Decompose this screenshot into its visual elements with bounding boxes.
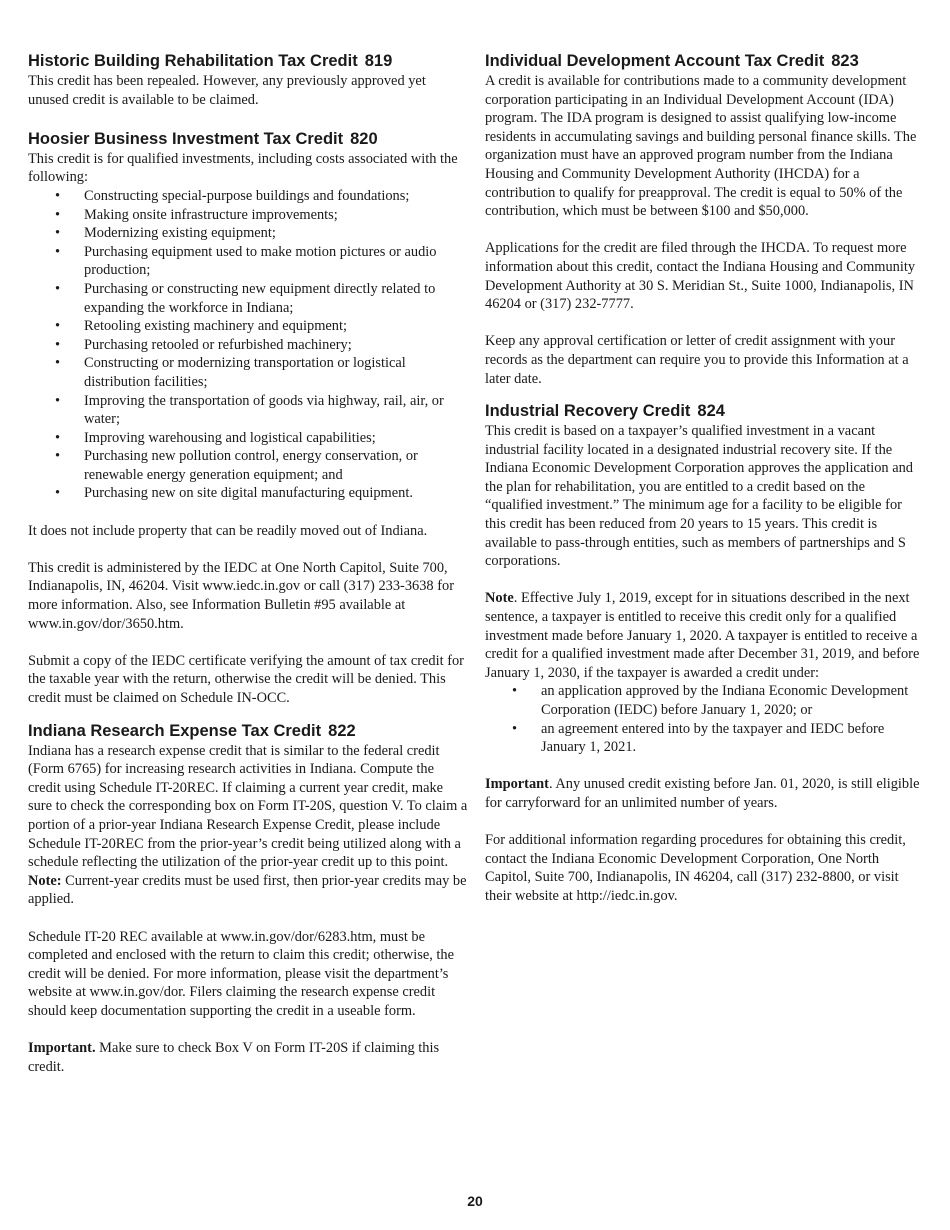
list-item: • Constructing or modernizing transportation or logistical distribution facilities;: [28, 354, 468, 391]
section-822-schedule: Schedule IT-20 REC available at www.in.gov/dor/6283.htm, must be completed and enclosed with the return to claim this credit; otherwise, the credit will be denied. For more information, please visit the department’s website at www.in.gov/dor. Filers claiming the research expense credit should keep documentation supporting the credit in a useable form.: [28, 928, 454, 1019]
page-number: 20: [467, 1193, 483, 1209]
list-item: • Modernizing existing equipment;: [28, 224, 468, 243]
section-819-code: 819: [364, 52, 393, 70]
section-823: [485, 50, 925, 388]
section-822-heading: [28, 720, 468, 742]
section-824-list: [485, 682, 925, 756]
note-label: Note: [485, 590, 514, 607]
list-item: • an agreement entered into by the taxpayer and IEDC before January 1, 2021.: [485, 720, 925, 757]
section-820-intro: This credit is for qualified investments, including costs associated with the following:: [28, 150, 458, 186]
list-item: • an application approved by the Indiana Economic Development Corporation (IEDC) before January 1, 2020; or: [485, 682, 925, 719]
section-820-exclusion: It does not include property that can be readily moved out of Indiana.: [28, 522, 428, 539]
section-820-heading: [28, 128, 468, 150]
section-822-title: Indiana Research Expense Tax Credit: [28, 721, 322, 740]
note-label: Note:: [28, 872, 62, 889]
section-822-code: 822: [328, 721, 356, 740]
section-823-code: 823: [831, 52, 859, 70]
section-824-important: Important. Any unused credit existing before Jan. 01, 2020, is still eligible for carryforward for an unlimited number of years.: [485, 776, 920, 811]
right-column: [485, 50, 925, 906]
list-item: • Making onsite infrastructure improvements;: [28, 206, 468, 225]
section-823-heading: [485, 50, 925, 72]
section-823-applications: Applications for the credit are filed through the IHCDA. To request more information about this credit, contact the Indiana Housing and Community Development Authority at 30 S. Meridian St., Suite 1000, Indianapolis, IN 46204 or (317) 232-7777.: [485, 240, 916, 313]
list-item: • Purchasing retooled or refurbished machinery;: [28, 336, 468, 355]
section-824: [485, 400, 925, 905]
section-819-text: This credit has been repealed. However, any previously approved yet unused credit is available to be claimed.: [28, 73, 426, 108]
list-item: • Improving warehousing and logistical capabilities;: [28, 429, 468, 448]
section-820-admin: This credit is administered by the IEDC at One North Capitol, Suite 700, Indianapolis, IN, 46204. Visit www.iedc.in.gov or call (317) 233-3638 for more information. Also, see Information Bulletin #95 available at www.in.gov/dor/3650.htm.: [28, 559, 454, 632]
section-824-title: Industrial Recovery Credit: [485, 402, 691, 421]
section-819: [28, 50, 468, 109]
section-824-heading: [485, 400, 925, 422]
section-820-code: 820: [350, 129, 378, 148]
section-822-text: Indiana has a research expense credit that is similar to the federal credit (Form 6765) for increasing research activities in Indiana. Compute the credit using Schedule IT-20REC. If claiming a current year credit, make sure to check the corresponding box on Form IT-20S, question V. To claim a portion of a prior-year Indiana Research Expense Credit, please include Schedule IT-20REC from the prior-year’s credit being utilized along with a schedule reflecting the utilization of the prior-year credit up to this point. Note: Current-year credits must be used first, then prior-year credits may be applied.: [28, 742, 468, 908]
section-823-title: Individual Development Account Tax Credit: [485, 52, 825, 70]
section-824-code: 824: [697, 402, 725, 421]
section-824-contact: For additional information regarding procedures for obtaining this credit, contact the Indiana Economic Development Corporation, One North Capitol, Suite 700, Indianapolis, IN 46204, call (317) 232-8800, or visit their website at http://iedc.in.gov.: [485, 832, 906, 904]
section-820: [28, 128, 468, 708]
list-item: • Purchasing new pollution control, energy conservation, or renewable energy generation equipment; and: [28, 447, 468, 484]
section-820-title: Hoosier Business Investment Tax Credit: [28, 129, 344, 148]
section-820-submit: Submit a copy of the IEDC certificate verifying the amount of tax credit for the taxable year with the return, otherwise the credit will be denied. This credit must be claimed on Schedule IN-OCC.: [28, 652, 464, 706]
important-label: Important.: [28, 1040, 96, 1057]
section-819-title: Historic Building Rehabilitation Tax Credit: [28, 52, 358, 70]
list-item: • Purchasing new on site digital manufacturing equipment.: [28, 484, 468, 503]
section-823-records: Keep any approval certification or letter of credit assignment with your records as the department can require you to provide this Information at a later date.: [485, 333, 909, 387]
section-820-list: [28, 187, 468, 503]
list-item: • Improving the transportation of goods via highway, rail, air, or water;: [28, 392, 468, 429]
section-823-text: A credit is available for contributions made to a community development corporation participating in an Individual Development Account (IDA) program. The IDA program is designed to assist qualifying low-income residents in accumulating savings and building personal finance skills. The organization must have an approved program number from the Indiana Housing and Community Development Authority (IHCDA) for a contribution to qualify for preapproval. The credit is equal to 50% of the contribution, which must be between $100 and $50,000.: [485, 73, 917, 220]
list-item: • Constructing special-purpose buildings and foundations;: [28, 187, 468, 206]
left-column: [28, 50, 468, 1076]
section-819-heading: [28, 50, 468, 72]
list-item: • Purchasing equipment used to make motion pictures or audio production;: [28, 243, 468, 280]
important-label: Important: [485, 776, 549, 793]
list-item: • Retooling existing machinery and equipment;: [28, 317, 468, 336]
section-824-text: This credit is based on a taxpayer’s qualified investment in a vacant industrial facility located in a designated industrial recovery site. If the Indiana Economic Development Corporation approves the application and the plan for rehabilitation, you are entitled to a credit based on the “qualified investment.” The minimum age for a facility to be eligible for this credit has been reduced from 20 years to 15 years. This credit is available to pass-through entities, such as members of partnerships and S corporations.: [485, 423, 913, 570]
section-822: [28, 720, 468, 1077]
list-item: • Purchasing or constructing new equipment directly related to expanding the workforce in Indiana;: [28, 280, 468, 317]
section-822-important: Important. Make sure to check Box V on Form IT-20S if claiming this credit.: [28, 1040, 440, 1075]
section-824-note: Note. Effective July 1, 2019, except for in situations described in the next sentence, a taxpayer is entitled to receive this credit only for a qualified investment made before January 1, 2020. A taxpayer is entitled to receive a credit for a qualified investment made after December 31, 2019, and before January 1, 2030, if the taxpayer is awarded a credit under:: [485, 590, 920, 681]
